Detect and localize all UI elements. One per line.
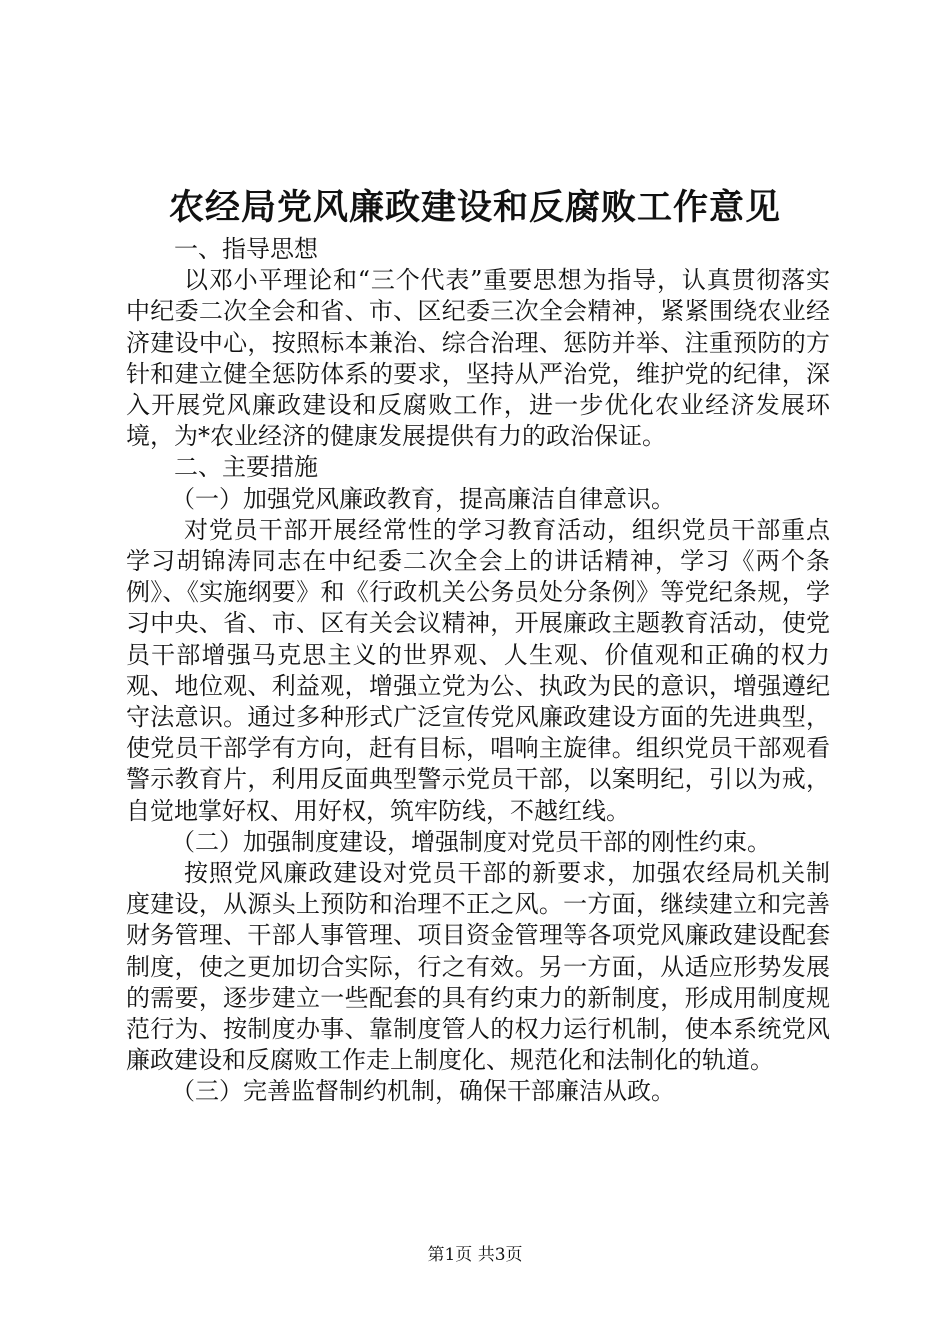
document-title: 农经局党风廉政建设和反腐败工作意见 (168, 187, 781, 228)
paragraph-education: 对党员干部开展经常性的学习教育活动，组织党员干部重点学习胡锦涛同志在中纪委二次全会上的讲话精神，学习《两个条例》、《实施纲要》和《行政机关公务员处分条例》等党纪条规，学习中央、省、市、区有关会议精神，开展廉政主题教育活动，使党员干部增强马克思主义的世界观、人生观、价值观和正确的权力观、地位观、利益观，增强立党为公、执政为民的意识，增强遵纪守法意识。通过多种形式广泛宣传党风廉政建设方面的先进典型，使党员干部学有方向，赶有目标，唱响主旋律。组织党员干部观看警示教育片，利用反面典型警示党员干部，以案明纪，引以为戒，自觉地掌好权、用好权，筑牢防线，不越红线。 (126, 515, 830, 825)
section-heading-guiding-thought: 一、指导思想 (174, 235, 318, 263)
section-heading-main-measures: 二、主要措施 (174, 453, 318, 482)
subsection-heading-education: （一）加强党风廉政教育，提高廉洁自律意识。 (171, 484, 675, 513)
paragraph-institution: 按照党风廉政建设对党员干部的新要求，加强农经局机关制度建设，从源头上预防和治理不正之风。一方面，继续建立和完善财务管理、干部人事管理、项目资金管理等各项党风廉政建设配套制度，使之更加切合实际，行之有效。另一方面，从适应形势发展的需要，逐步建立一些配套的具有约束力的新制度，形成用制度规范行为、按制度办事、靠制度管人的权力运行机制，使本系统党风廉政建设和反腐败工作走上制度化、规范化和法制化的轨道。 (126, 859, 830, 1075)
page-number-footer: 第1页 共3页 (427, 1245, 523, 1265)
subsection-heading-institution: （二）加强制度建设，增强制度对党员干部的刚性约束。 (171, 827, 771, 856)
paragraph-guiding-thought: 以邓小平理论和“三个代表”重要思想为指导，认真贯彻落实中纪委二次全会和省、市、区纪委三次全会精神，紧紧围绕农业经济建设中心，按照标本兼治、综合治理、惩防并举、注重预防的方针和建立健全惩防体系的要求，坚持从严治党，维护党的纪律，深入开展党风廉政建设和反腐败工作，进一步优化农业经济发展环境，为*农业经济的健康发展提供有力的政治保证。 (126, 266, 830, 451)
subsection-heading-supervision: （三）完善监督制约机制，确保干部廉洁从政。 (171, 1077, 675, 1106)
document-body (126, 234, 830, 1108)
